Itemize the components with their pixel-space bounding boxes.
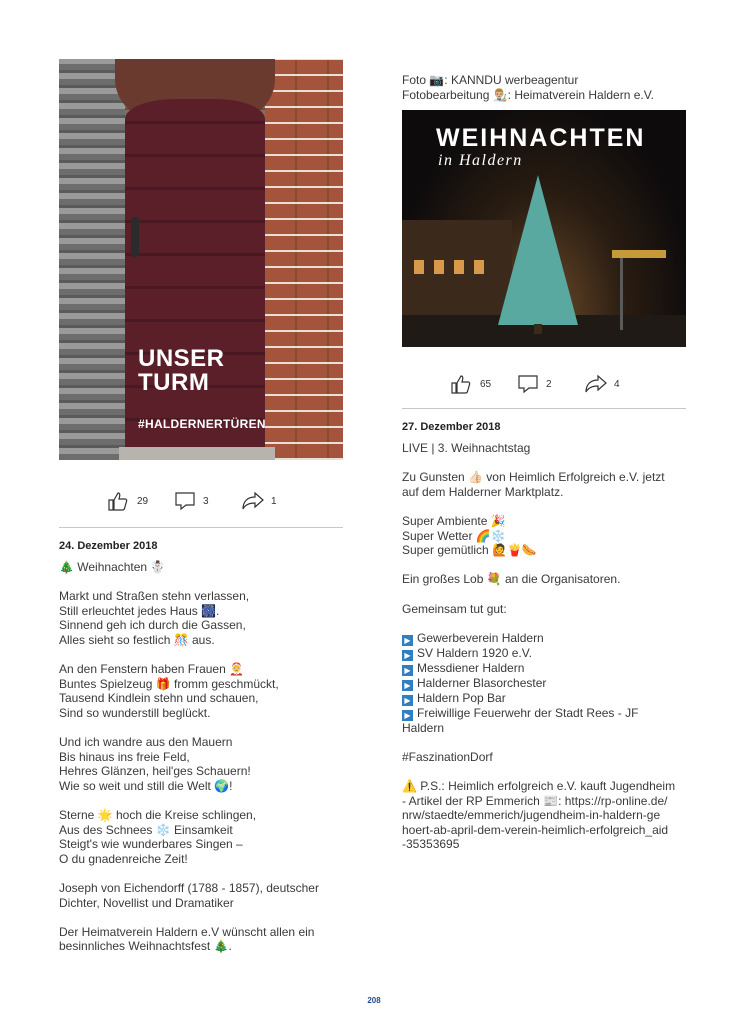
share-stat[interactable] — [584, 373, 620, 395]
play-arrow-icon: ▶ — [402, 635, 413, 646]
paragraph — [59, 881, 343, 910]
paragraph — [59, 589, 343, 647]
text-line: Buntes Spielzeug 🎁 fromm geschmückt, — [59, 676, 279, 691]
paragraph — [59, 808, 343, 866]
text-line: Super gemütlich 🙋🍟🌭 — [402, 543, 537, 558]
comment-icon — [516, 373, 540, 395]
text-line: Dichter, Novellist und Dramatiker — [59, 895, 234, 910]
image-title: WEIHNACHTEN — [436, 124, 646, 152]
page-number: 208 — [367, 996, 381, 1005]
paragraph — [59, 662, 343, 720]
credit-photo: Foto 📷: KANNDU werbeagentur — [402, 73, 579, 87]
comment-stat[interactable] — [173, 490, 209, 512]
club-name: Halderner Blasorchester — [417, 675, 547, 690]
club-list-item — [402, 691, 686, 706]
club-name: SV Haldern 1920 e.V. — [417, 645, 532, 660]
club-name: Haldern Pop Bar — [417, 690, 506, 705]
text-line: Sinnend geh ich durch die Gassen, — [59, 618, 246, 633]
street-sign — [612, 250, 666, 258]
text-line: Und ich wandre aus den Mauern — [59, 735, 233, 750]
image-title: UNSER TURM — [138, 345, 225, 396]
paragraph — [59, 735, 343, 793]
text-line: besinnliches Weihnachtsfest 🎄. — [59, 939, 232, 954]
text-line: Bis hinaus ins freie Feld, — [59, 749, 190, 764]
text-line: LIVE | 3. Weihnachtstag — [402, 441, 531, 455]
text-line: Zu Gunsten 👍🏻 von Heimlich Erfolgreich e.V. jetzt — [402, 470, 665, 485]
tree-trunk — [534, 324, 542, 334]
club-name: Gewerbeverein Haldern — [417, 630, 544, 645]
text-line: Super Ambiente 🎉 — [402, 513, 506, 528]
window — [414, 260, 424, 274]
building — [402, 220, 512, 330]
ps-note — [402, 779, 686, 852]
post-body — [59, 560, 343, 954]
window — [474, 260, 484, 274]
door-photo — [59, 59, 343, 460]
thumbs-up-icon — [107, 490, 131, 512]
paragraph — [402, 441, 686, 456]
text-line: Sind so wunderstill beglückt. — [59, 705, 211, 720]
share-count: 4 — [614, 378, 620, 390]
ps-line[interactable]: -35353695 — [402, 837, 460, 852]
post-body — [402, 441, 686, 852]
text-line: Hehres Glänzen, heil'ges Schauern! — [59, 764, 251, 779]
club-list-item — [402, 646, 686, 661]
comment-count: 3 — [203, 495, 209, 507]
like-count: 65 — [480, 378, 492, 390]
left-post — [59, 59, 343, 969]
like-stat[interactable] — [450, 373, 491, 395]
credit-editing: Fotobearbeitung 👨🏼‍🎨: Heimatverein Haldern e.V. — [402, 88, 654, 102]
play-arrow-icon: ▶ — [402, 680, 413, 691]
ps-line[interactable]: nrw/staedte/emmerich/jugendheim-in-haldern-ge — [402, 808, 661, 823]
text-line: auf dem Halderner Marktplatz. — [402, 484, 564, 499]
text-line: Joseph von Eichendorff (1788 - 1857), deutscher — [59, 881, 319, 896]
paragraph — [59, 560, 343, 575]
play-arrow-icon: ▶ — [402, 695, 413, 706]
text-line: Super Wetter 🌈❄️ — [402, 528, 506, 543]
club-name-continuation: Haldern — [402, 720, 445, 735]
text-line: O du gnadenreiche Zeit! — [59, 851, 188, 866]
door-handle — [131, 217, 139, 257]
photo-credits — [402, 73, 686, 103]
paragraph — [402, 572, 686, 587]
club-list-item — [402, 706, 686, 721]
club-list — [402, 631, 686, 736]
share-icon — [241, 490, 265, 512]
divider — [59, 527, 343, 528]
door-step — [119, 447, 275, 460]
christmas-tree — [498, 175, 578, 325]
text-line: Still erleuchtet jedes Haus 🎆. — [59, 603, 220, 618]
hashtag[interactable]: #FaszinationDorf — [402, 749, 493, 764]
play-arrow-icon: ▶ — [402, 665, 413, 676]
comment-stat[interactable] — [516, 373, 552, 395]
paragraph — [402, 602, 686, 617]
text-line: Alles sieht so festlich 🎊 aus. — [59, 632, 215, 647]
christmas-tree-photo — [402, 110, 686, 347]
paragraph — [59, 925, 343, 954]
text-line: Ein großes Lob 💐 an die Organisatoren. — [402, 572, 621, 587]
post-date: 27. Dezember 2018 — [402, 421, 501, 433]
text-line: Aus des Schnees ❄️ Einsamkeit — [59, 822, 233, 837]
brick-wall — [265, 59, 343, 460]
image-hashtag: #HALDERNERTÜREN — [138, 417, 266, 431]
text-line: Markt und Straßen stehn verlassen, — [59, 589, 250, 604]
share-stat[interactable] — [241, 490, 277, 512]
ps-line[interactable]: - Artikel der RP Emmerich 📰: https://rp-online.de/ — [402, 793, 668, 808]
comment-count: 2 — [546, 378, 552, 390]
ps-line[interactable]: hoert-ab-april-dem-verein-heimlich-erfolgreich_aid — [402, 822, 669, 837]
club-name: Messdiener Haldern — [417, 660, 525, 675]
post-stats — [59, 480, 343, 520]
text-line: Sterne 🌟 hoch die Kreise schlingen, — [59, 808, 257, 823]
window — [454, 260, 464, 274]
thumbs-up-icon — [450, 373, 474, 395]
play-arrow-icon: ▶ — [402, 650, 413, 661]
text-line: Steigt's wie wunderbares Singen – — [59, 837, 243, 852]
text-line: 🎄 Weihnachten ☃️ — [59, 560, 166, 574]
text-line: Der Heimatverein Haldern e.V wünscht allen ein — [59, 924, 315, 939]
text-line: Tausend Kindlein stehn und schauen, — [59, 691, 259, 706]
comment-icon — [173, 490, 197, 512]
share-count: 1 — [271, 495, 277, 507]
text-line: Gemeinsam tut gut: — [402, 601, 507, 616]
like-stat[interactable] — [107, 490, 148, 512]
text-line: An den Fenstern haben Frauen 🤶 — [59, 662, 245, 677]
play-arrow-icon: ▶ — [402, 710, 413, 721]
club-list-item — [402, 676, 686, 691]
post-stats — [402, 363, 686, 403]
wooden-door — [125, 99, 265, 451]
share-icon — [584, 373, 608, 395]
ps-line: ⚠️ P.S.: Heimlich erfolgreich e.V. kauft Jugendheim — [402, 779, 676, 794]
divider — [402, 408, 686, 409]
stone-wall — [59, 59, 125, 460]
window — [434, 260, 444, 274]
sign-pole — [620, 250, 623, 330]
text-line: Wie so weit und still die Welt 🌍! — [59, 778, 233, 793]
like-count: 29 — [137, 495, 149, 507]
club-list-item — [402, 631, 686, 646]
club-name: Freiwillige Feuerwehr der Stadt Rees - JF — [417, 705, 639, 720]
paragraph — [402, 470, 686, 499]
paragraph — [402, 514, 686, 558]
post-date: 24. Dezember 2018 — [59, 540, 158, 552]
image-subtitle: in Haldern — [438, 152, 523, 169]
club-list-item — [402, 661, 686, 676]
right-post — [402, 73, 686, 867]
